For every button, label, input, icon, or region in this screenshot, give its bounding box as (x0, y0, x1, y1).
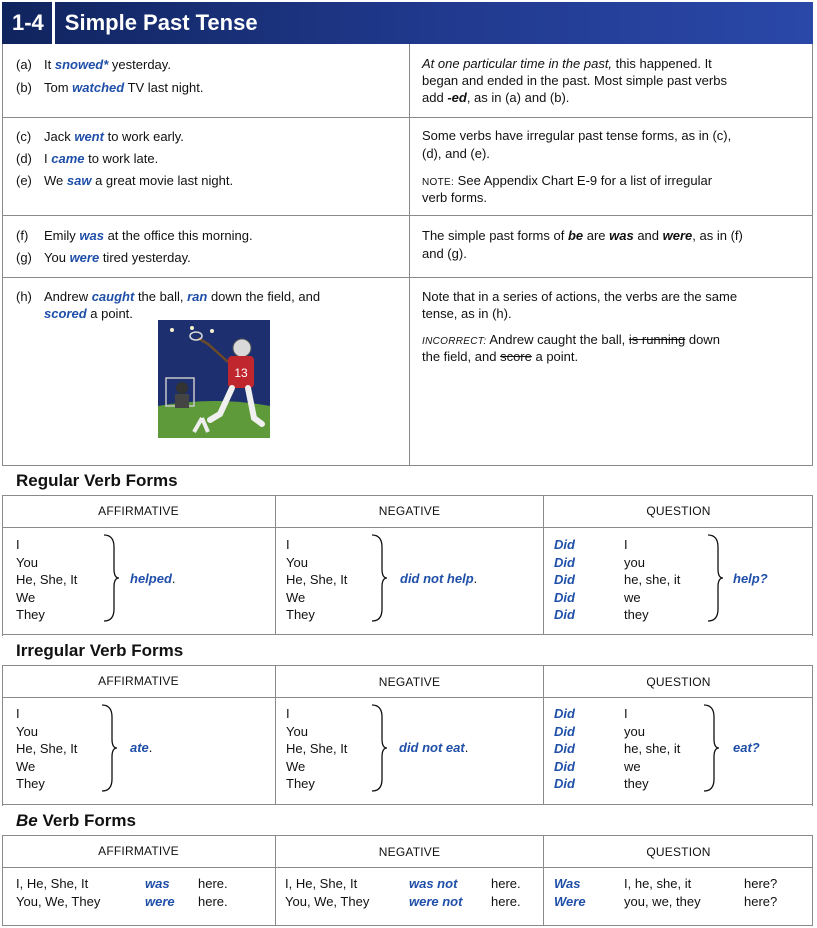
brace-icon (102, 533, 120, 623)
player-helmet (233, 339, 251, 357)
example-f: (f) Emily was at the office this morning. (16, 228, 253, 243)
irregular-q-verb: eat? (733, 740, 760, 755)
regular-affirmative-header: AFFIRMATIVE (98, 504, 179, 518)
example-d: (d) I came to work late. (16, 151, 159, 166)
regular-aff-pronouns: I You He, She, It We They (16, 537, 78, 622)
irregular-forms-title: Irregular Verb Forms (2, 636, 813, 666)
regular-neg-verb: did not help. (400, 571, 478, 586)
irregular-q-aux: Did Did Did Did Did (554, 706, 575, 791)
be-forms-title: Be Verb Forms (2, 806, 813, 836)
goalie-body (175, 394, 189, 408)
irregular-aff-verb: ate. (130, 740, 153, 755)
example-row-fg (2, 216, 813, 278)
example-h: (h) Andrew caught the ball, ran down the field, and (16, 289, 321, 304)
chart-title-bar (2, 2, 813, 44)
example-b: (b) Tom watched TV last night. (16, 80, 204, 95)
irregular-neg-verb: did not eat. (399, 740, 469, 755)
example-row-ab (2, 44, 813, 118)
explanation-h: Note that in a series of actions, the verbs are the same tense, as in (h). INCORRECT: Andrew caught the ball, is running down the field, and score a point. (422, 289, 738, 364)
brace-icon (100, 703, 118, 793)
regular-negative-header: NEGATIVE (378, 504, 441, 518)
be-q-subj-1: I, he, she, it (624, 876, 692, 891)
be-neg-subj-2: You, We, They (285, 894, 370, 909)
goalie-helmet (176, 382, 188, 394)
regular-q-pronouns: I you he, she, it we they (624, 537, 681, 622)
chart-title: Simple Past Tense (64, 10, 258, 35)
irregular-neg-pronouns: I You He, She, It We They (286, 706, 348, 791)
be-aff-subj-2: You, We, They (16, 894, 101, 909)
brace-icon (370, 533, 388, 623)
irregular-question-header: QUESTION (646, 675, 711, 689)
regular-neg-pronouns: I You He, She, It We They (286, 537, 348, 622)
lacrosse-player-illustration (158, 320, 270, 438)
be-affirmative-header: AFFIRMATIVE (98, 844, 179, 858)
irregular-q-pronouns: I you he, she, it we they (624, 706, 681, 791)
example-c: (c) Jack went to work early. (16, 129, 184, 144)
example-g: (g) You were tired yesterday. (16, 250, 191, 265)
be-aff-subj-1: I, He, She, It (16, 876, 89, 891)
be-neg-verb-2: were not (409, 894, 463, 909)
brace-icon (370, 703, 388, 793)
example-row-cde (2, 118, 813, 216)
regular-forms-title: Regular Verb Forms (2, 466, 813, 496)
jersey-number: 13 (234, 366, 248, 380)
be-question-header: QUESTION (646, 845, 711, 859)
example-e: (e) We saw a great movie last night. (16, 173, 234, 188)
be-neg-verb-1: was not (409, 876, 458, 891)
example-row-h: (h) Andrew caught the ball, ran down the field, and scored a point. Note that in a series of actions, the verbs are the same tense, as in (h). INCORRECT: Andrew caught the ball, is running down the field, and score a point. (2, 278, 813, 466)
chart-number: 1-4 (2, 2, 55, 44)
regular-q-verb: help? (733, 571, 768, 586)
be-aff-verb-2: were (145, 894, 175, 909)
regular-question-header: QUESTION (646, 504, 711, 518)
be-negative-header: NEGATIVE (378, 845, 441, 859)
be-aff-verb-1: was (145, 876, 170, 891)
be-q-subj-2: you, we, they (624, 894, 701, 909)
irregular-aff-pronouns: I You He, She, It We They (16, 706, 78, 791)
be-neg-subj-1: I, He, She, It (285, 876, 358, 891)
be-q-verb-1: Was (554, 876, 581, 891)
irregular-negative-header: NEGATIVE (378, 675, 441, 689)
example-a: (a) It snowed* yesterday. (16, 57, 171, 72)
regular-aff-verb: helped. (130, 571, 176, 586)
brace-icon (702, 703, 720, 793)
explanation-cde: Some verbs have irregular past tense forms, as in (c), (d), and (e). NOTE: See Appendix Chart E-9 for a list of irregular verb forms. (422, 128, 732, 205)
irregular-affirmative-header: AFFIRMATIVE (98, 674, 179, 688)
regular-q-aux: Did Did Did Did Did (554, 537, 575, 622)
brace-icon (706, 533, 724, 623)
explanation-fg: The simple past forms of be are was and were, as in (f) and (g). (422, 228, 743, 261)
explanation-ab: At one particular time in the past, this happened. It began and ended in the past. Most simple past verbs add -ed, as in (a) and (b). (422, 56, 727, 105)
be-q-verb-2: Were (554, 894, 586, 909)
